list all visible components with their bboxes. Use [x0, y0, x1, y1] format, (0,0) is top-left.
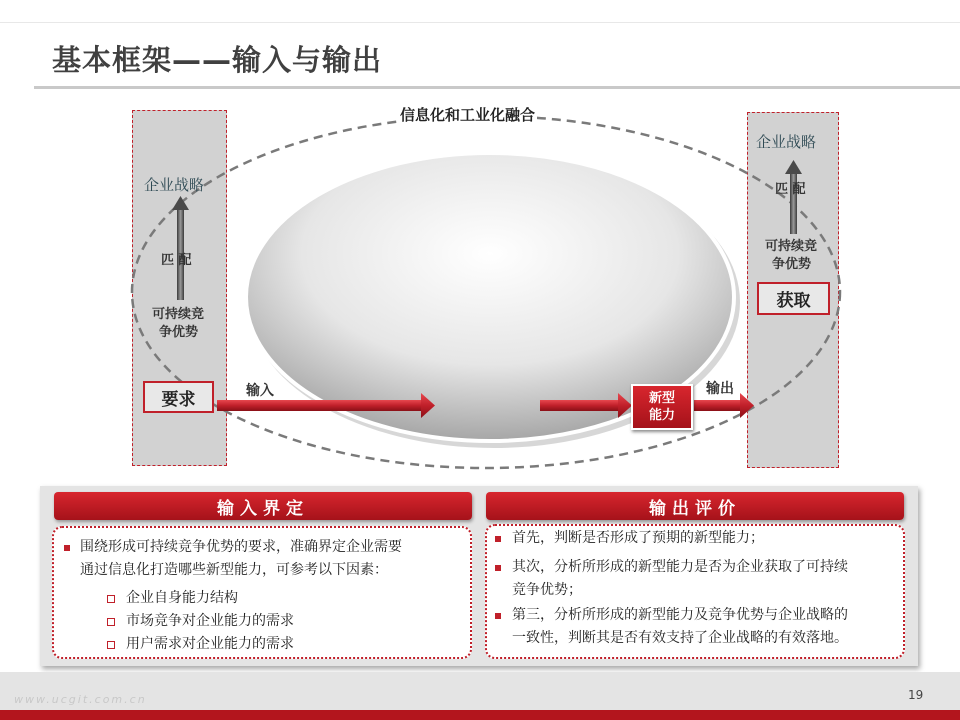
input-paragraph-line1: 围绕形成可持续竞争优势的要求，准确界定企业需要: [80, 539, 402, 555]
factor-bullet: [107, 618, 115, 626]
factor-bullet: [107, 595, 115, 603]
left-match-label: 匹 配: [161, 253, 192, 268]
left-strategy-label: 企业战略: [144, 176, 205, 194]
input-paragraph-line2: 通过信息化打造哪些新型能力，可参考以下因素：: [80, 562, 388, 578]
fusion-label: 信息化和工业化融合: [400, 106, 536, 124]
requirement-box: 要求: [143, 381, 214, 413]
left-up-arrow: [172, 196, 189, 300]
input-label: 输入: [246, 383, 274, 399]
output-item-2-line1: 其次，分析所形成的新型能力是否为企业获取了可持续: [512, 559, 848, 575]
output-bullet: [495, 536, 501, 542]
output-bullet: [495, 613, 501, 619]
output-label: 输出: [706, 381, 734, 397]
right-match-label: 匹 配: [775, 182, 806, 197]
output-item-3-line1: 第三，分析所形成的新型能力及竞争优势与企业战略的: [512, 607, 848, 623]
factor-bullet: [107, 641, 115, 649]
factor-item-3: 用户需求对企业能力的需求: [126, 636, 294, 652]
output-item-1: 首先，判断是否形成了预期的新型能力；: [512, 530, 764, 546]
new-capability-box: [631, 384, 693, 430]
output-bullet: [495, 565, 501, 571]
factor-item-2: 市场竞争对企业能力的需求: [126, 613, 294, 629]
input-section-header: 输入界定: [54, 492, 472, 520]
input-bullet: [64, 545, 70, 551]
right-advantage-line1: 可持续竞: [765, 239, 818, 254]
left-advantage-line2: 争优势: [159, 325, 199, 340]
acquire-box: 获取: [757, 282, 830, 315]
output-section-header: 输出评价: [486, 492, 904, 520]
output-item-2-line2: 竞争优势；: [512, 582, 582, 598]
page-title: 基本框架——输入与输出: [52, 43, 383, 77]
left-advantage-line1: 可持续竞: [152, 307, 205, 322]
footer-red-bar: [0, 710, 960, 720]
factor-item-1: 企业自身能力结构: [126, 590, 238, 606]
new-capability-line2: 能力: [648, 408, 675, 423]
output-item-3-line2: 一致性，判断其是否有效支持了企业战略的有效落地。: [512, 630, 848, 646]
page-number: 19: [908, 688, 924, 702]
new-capability-line1: 新型: [648, 391, 675, 406]
footer-url-watermark: www.ucgit.com.cn: [14, 693, 147, 706]
right-advantage-line2: 争优势: [772, 257, 812, 272]
right-strategy-label: 企业战略: [756, 133, 817, 151]
